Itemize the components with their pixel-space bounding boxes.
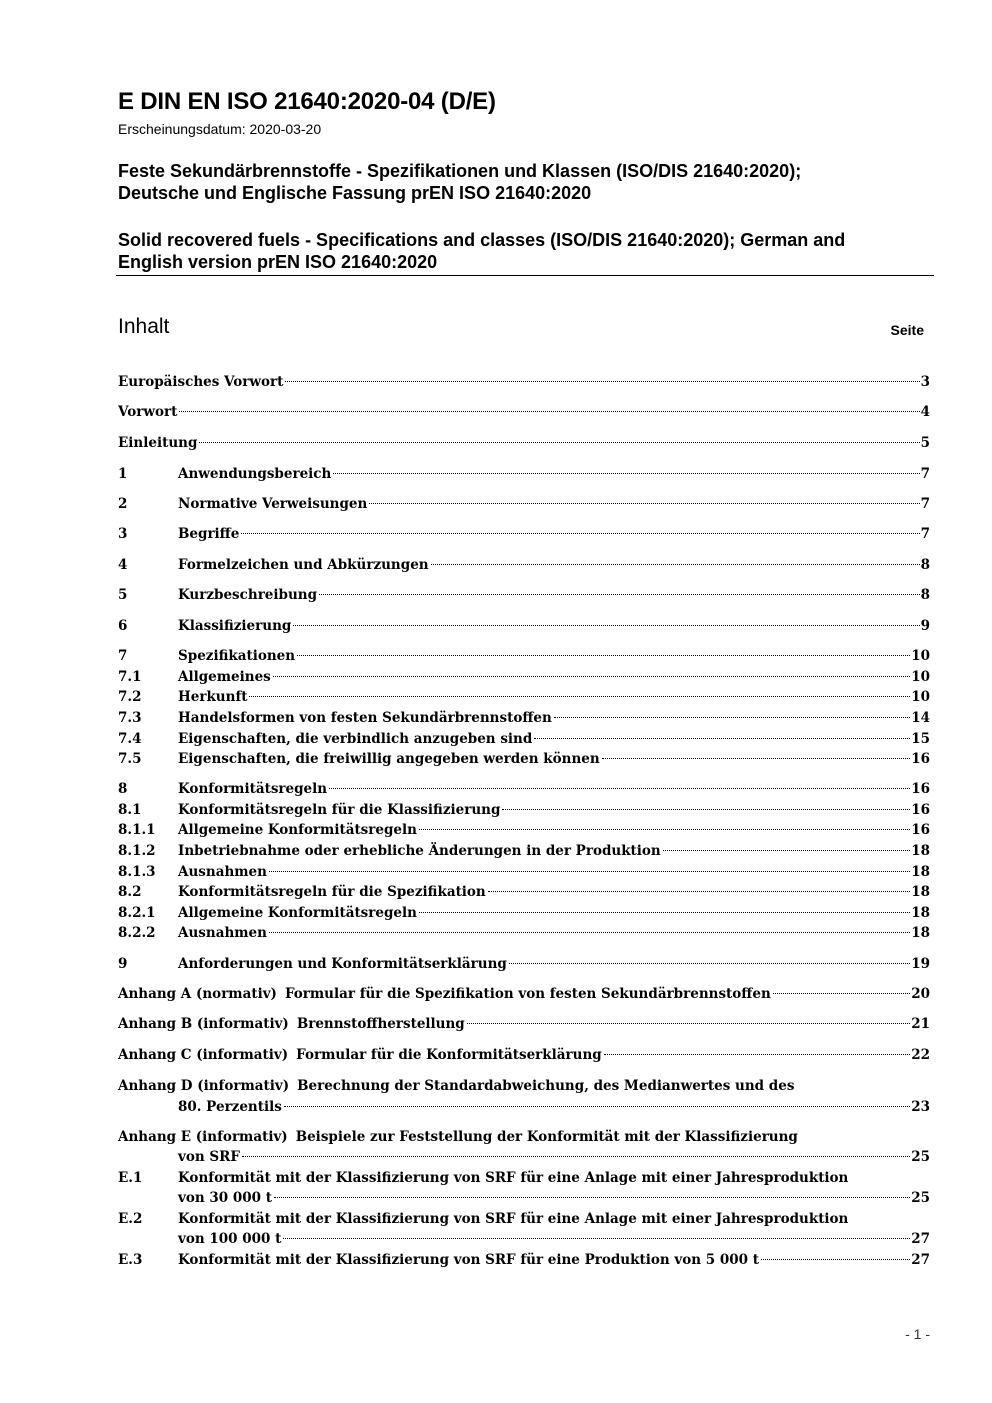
toc-entry-title: Klassifizierung	[178, 618, 292, 634]
toc-entry-number: 8.2.2	[118, 925, 156, 941]
toc-entry-e2[interactable]	[118, 1209, 930, 1229]
toc-entry[interactable]	[118, 729, 930, 749]
toc-entry-number: 9	[118, 956, 128, 972]
toc-annex-prefix: Anhang C (informativ)	[118, 1047, 289, 1063]
title-german-line-2: Deutsche und Englische Fassung prEN ISO 21640:2020	[118, 183, 592, 203]
toc-entry[interactable]	[118, 882, 930, 902]
toc-leader	[241, 533, 919, 534]
toc-entry-page: 18	[911, 905, 930, 921]
toc-entry[interactable]	[118, 494, 930, 514]
toc-leader	[274, 1197, 910, 1198]
toc-entry[interactable]	[118, 779, 930, 799]
toc-entry-page: 16	[911, 751, 930, 767]
toc-entry[interactable]	[118, 646, 930, 666]
toc-entry-title: Formular für die Konformitätserklärung	[296, 1047, 602, 1063]
toc-entry-page: 10	[911, 669, 930, 685]
toc-entry-page: 10	[911, 648, 930, 664]
toc-entry-e3[interactable]	[118, 1250, 930, 1270]
toc-entry-page: 4	[920, 404, 930, 420]
toc-entry-title: Ausnahmen	[178, 864, 267, 880]
publication-date: Erscheinungsdatum: 2020-03-20	[118, 121, 322, 137]
toc-entry-title: von SRF	[178, 1149, 240, 1165]
toc-entry-title: Allgemeine Konformitätsregeln	[178, 822, 417, 838]
toc-entry-page: 9	[920, 618, 930, 634]
toc-entry[interactable]	[118, 524, 930, 544]
toc-entry-page: 23	[911, 1099, 930, 1115]
toc-annex-e[interactable]	[118, 1127, 930, 1147]
toc-entry-number: 7.4	[118, 731, 142, 747]
toc-entry-page: 14	[911, 710, 930, 726]
toc-entry-page: 27	[911, 1231, 930, 1247]
toc-entry[interactable]	[118, 433, 930, 453]
toc-entry-title: Konformitätsregeln für die Klassifizierung	[178, 802, 501, 818]
toc-entry[interactable]	[118, 820, 930, 840]
toc-annex-a[interactable]	[118, 984, 930, 1004]
toc-entry[interactable]	[118, 841, 930, 861]
document-title: E DIN EN ISO 21640:2020-04 (D/E)	[118, 88, 496, 115]
toc-entry-page: 18	[911, 884, 930, 900]
toc-entry-title: Begriffe	[178, 526, 240, 542]
toc-entry[interactable]	[118, 749, 930, 769]
toc-leader	[604, 1054, 910, 1055]
toc-entry-title: Normative Verweisungen	[178, 496, 368, 512]
toc-entry-number: E.3	[118, 1252, 143, 1268]
toc-entry-page: 25	[911, 1149, 930, 1165]
toc-entry-page: 18	[911, 843, 930, 859]
toc-entry-title: Formelzeichen und Abkürzungen	[178, 557, 429, 573]
toc-entry-page: 7	[920, 526, 930, 542]
toc-entry-e2-continuation[interactable]	[118, 1229, 930, 1249]
toc-entry-title: Konformitätsregeln für die Spezifikation	[178, 884, 486, 900]
toc-entry-page: 15	[911, 731, 930, 747]
toc-leader	[273, 676, 910, 677]
toc-entry-number: 7.2	[118, 689, 142, 705]
toc-entry-page: 21	[911, 1016, 930, 1032]
toc-entry-title: von 30 000 t	[178, 1190, 272, 1206]
toc-leader	[269, 871, 910, 872]
toc-entry-page: 25	[911, 1190, 930, 1206]
toc-entry[interactable]	[118, 862, 930, 882]
toc-entry-title: Anforderungen und Konformitätserklärung	[178, 956, 507, 972]
toc-entry-number: 1	[118, 466, 128, 482]
toc-annex-d[interactable]	[118, 1076, 930, 1096]
toc-entry-number: 8.1.3	[118, 864, 156, 880]
toc-entry[interactable]	[118, 800, 930, 820]
toc-leader	[199, 442, 919, 443]
toc-entry[interactable]	[118, 402, 930, 422]
toc-entry-title: Herkunft	[178, 689, 248, 705]
toc-annex-prefix: Anhang A (normativ)	[118, 986, 277, 1002]
toc-entry[interactable]	[118, 687, 930, 707]
title-german-line-1: Feste Sekundärbrennstoffe - Spezifikationen und Klassen (ISO/DIS 21640:2020);	[118, 161, 802, 181]
toc-entry-page: 5	[920, 435, 930, 451]
toc-entry-page: 10	[911, 689, 930, 705]
toc-annex-c[interactable]	[118, 1045, 930, 1065]
toc-leader	[488, 891, 910, 892]
toc-leader	[333, 473, 919, 474]
toc-annex-prefix: Anhang E (informativ)	[118, 1129, 288, 1145]
toc-entry-page: 16	[911, 781, 930, 797]
toc-annex-d-continuation[interactable]	[118, 1097, 930, 1117]
toc-entry-title: Eigenschaften, die verbindlich anzugeben sind	[178, 731, 533, 747]
header-divider	[116, 275, 934, 276]
toc-leader	[179, 411, 919, 412]
toc-entry-page: 18	[911, 925, 930, 941]
toc-leader	[773, 993, 910, 994]
toc-leader	[502, 809, 910, 810]
toc-leader	[293, 625, 919, 626]
toc-entry-title: Konformität mit der Klassifizierung von SRF für eine Anlage mit einer Jahresproduktion	[178, 1211, 849, 1227]
toc-entry-number: 8.1.2	[118, 843, 156, 859]
toc-entry-number: 7.1	[118, 669, 142, 685]
toc-leader	[663, 850, 910, 851]
toc-entry-number: 8.2	[118, 884, 142, 900]
toc-annex-prefix: Anhang B (informativ)	[118, 1016, 289, 1032]
toc-entry-page: 19	[911, 956, 930, 972]
toc-entry-page: 8	[920, 587, 930, 603]
toc-entry-page: 7	[920, 496, 930, 512]
toc-entry-title: Allgemeine Konformitätsregeln	[178, 905, 417, 921]
toc-entry-title: Inbetriebnahme oder erhebliche Änderungen in der Produktion	[178, 843, 661, 859]
toc-annex-e-continuation[interactable]	[118, 1147, 930, 1167]
toc-entry-page: 18	[911, 864, 930, 880]
toc-leader	[554, 717, 910, 718]
toc-entry-number: E.1	[118, 1170, 143, 1186]
toc-entry-title: von 100 000 t	[178, 1231, 282, 1247]
toc-annex-b[interactable]	[118, 1014, 930, 1034]
toc-entry-page: 16	[911, 822, 930, 838]
toc-entry-number: 8.2.1	[118, 905, 156, 921]
toc-entry-number: 8.1	[118, 802, 142, 818]
toc-entry-title: Beispiele zur Feststellung der Konformität mit der Klassifizierung	[295, 1129, 798, 1145]
toc-entry-page: 20	[911, 986, 930, 1002]
toc-leader	[284, 1106, 910, 1107]
toc-entry-number: 7.3	[118, 710, 142, 726]
toc-entry-title: Spezifikationen	[178, 648, 296, 664]
toc-leader	[283, 1238, 910, 1239]
toc-leader	[297, 655, 910, 656]
toc-leader	[249, 696, 910, 697]
toc-entry[interactable]	[118, 585, 930, 605]
toc-entry-title: Konformität mit der Klassifizierung von SRF für eine Anlage mit einer Jahresproduktion	[178, 1170, 849, 1186]
toc-entry-page: 3	[920, 374, 930, 390]
toc-entry-title: Europäisches Vorwort	[118, 374, 284, 390]
toc-leader	[431, 564, 920, 565]
toc-leader	[467, 1023, 910, 1024]
toc-entry-e1-continuation[interactable]	[118, 1188, 930, 1208]
toc-leader	[319, 594, 920, 595]
toc-entry-title: Berechnung der Standardabweichung, des Medianwertes und des	[297, 1078, 795, 1094]
title-english-line-1: Solid recovered fuels - Specifications and classes (ISO/DIS 21640:2020); German and	[118, 230, 846, 250]
toc-entry-title: 80. Perzentils	[178, 1099, 282, 1115]
toc-entry-title: Allgemeines	[178, 669, 271, 685]
toc-entry-e1[interactable]	[118, 1168, 930, 1188]
toc-entry[interactable]	[118, 954, 930, 974]
toc-entry-title: Konformitätsregeln	[178, 781, 328, 797]
toc-entry-page: 22	[911, 1047, 930, 1063]
toc-entry-number: 4	[118, 557, 128, 573]
toc-entry-title: Anwendungsbereich	[178, 466, 332, 482]
toc-entry[interactable]	[118, 372, 930, 392]
toc-entry-number: 7	[118, 648, 128, 664]
toc-entry-title: Einleitung	[118, 435, 198, 451]
toc-entry-page: 7	[920, 466, 930, 482]
toc-entry[interactable]	[118, 464, 930, 484]
title-english-line-2: English version prEN ISO 21640:2020	[118, 252, 438, 272]
toc-leader	[419, 912, 910, 913]
toc-entry-title: Brennstoffherstellung	[296, 1016, 465, 1032]
toc-entry[interactable]	[118, 555, 930, 575]
toc-entry-number: 8	[118, 781, 128, 797]
toc-leader	[534, 738, 910, 739]
toc-entry-page: 27	[911, 1252, 930, 1268]
toc-entry[interactable]	[118, 708, 930, 728]
toc-entry-number: 8.1.1	[118, 822, 156, 838]
toc-entry[interactable]	[118, 923, 930, 943]
toc-page-column-label: Seite	[890, 322, 924, 338]
toc-leader	[419, 829, 910, 830]
toc-entry-title: Ausnahmen	[178, 925, 267, 941]
title-english	[118, 229, 938, 273]
toc-leader	[509, 963, 910, 964]
toc-entry-number: E.2	[118, 1211, 143, 1227]
toc-entry-page: 16	[911, 802, 930, 818]
toc-entry-number: 6	[118, 618, 128, 634]
toc-leader	[369, 503, 919, 504]
toc-entry-title: Eigenschaften, die freiwillig angegeben werden können	[178, 751, 600, 767]
toc-leader	[329, 788, 910, 789]
toc-entry-number: 7.5	[118, 751, 142, 767]
toc-entry-title: Kurzbeschreibung	[178, 587, 318, 603]
toc-leader	[269, 932, 910, 933]
toc-entry[interactable]	[118, 667, 930, 687]
toc-entry[interactable]	[118, 903, 930, 923]
toc-entry-title: Handelsformen von festen Sekundärbrennstoffen	[178, 710, 552, 726]
page-number: - 1 -	[905, 1326, 930, 1342]
toc-entry-title: Vorwort	[118, 404, 178, 420]
toc-leader	[761, 1259, 910, 1260]
toc-leader	[602, 758, 911, 759]
toc-leader	[242, 1156, 910, 1157]
toc-entry-number: 2	[118, 496, 128, 512]
toc-entry-title: Formular für die Spezifikation von festen Sekundärbrennstoffen	[284, 986, 771, 1002]
toc-entry[interactable]	[118, 616, 930, 636]
toc-leader	[285, 381, 919, 382]
title-german	[118, 160, 938, 204]
toc-entry-page: 8	[920, 557, 930, 573]
toc-entry-number: 5	[118, 587, 128, 603]
toc-annex-prefix: Anhang D (informativ)	[118, 1078, 290, 1094]
toc-entry-title: Konformität mit der Klassifizierung von SRF für eine Produktion von 5 000 t	[178, 1252, 759, 1268]
toc-entry-number: 3	[118, 526, 128, 542]
toc-heading: Inhalt	[118, 315, 170, 338]
